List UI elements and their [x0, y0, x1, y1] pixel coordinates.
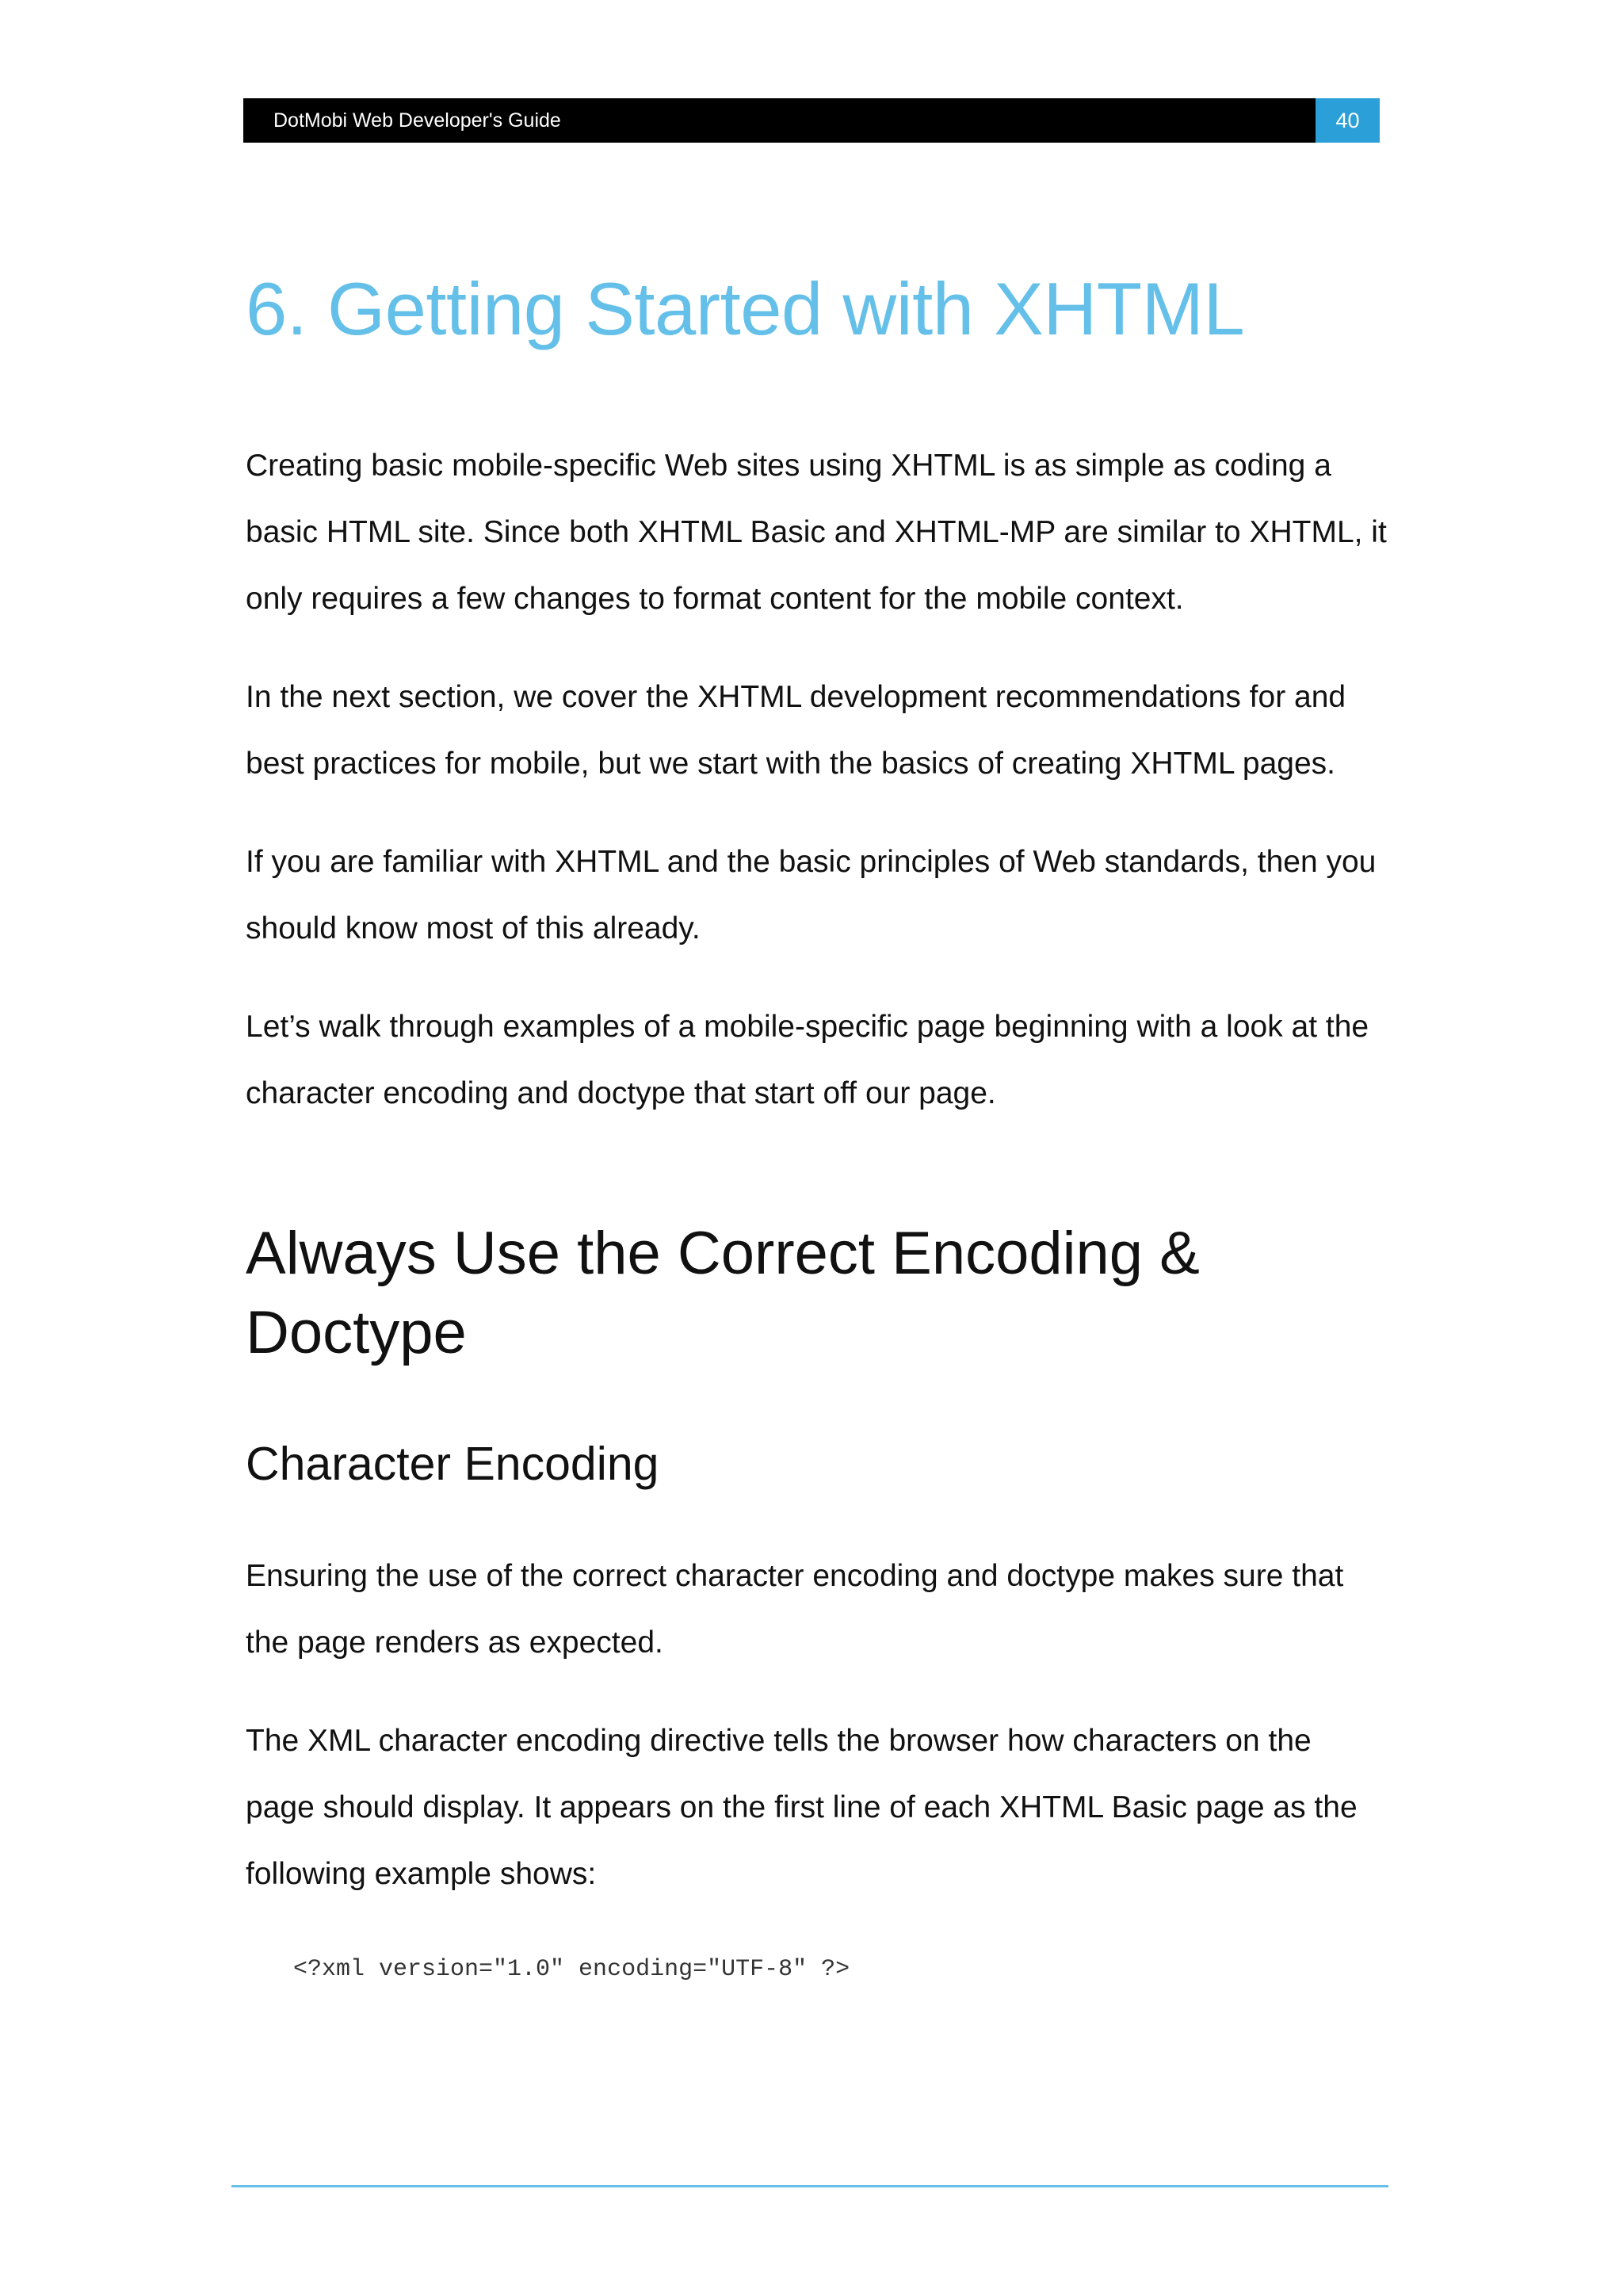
encoding-section [246, 1543, 1387, 1908]
intro-section [246, 433, 1387, 1127]
page-content [246, 262, 1387, 1985]
footer-divider [231, 2185, 1388, 2187]
running-header [243, 98, 1380, 143]
intro-paragraph-4: Let’s walk through examples of a mobile-specific page beginning with a look at the character encoding and doctype that start off our page. [246, 1010, 1369, 1110]
intro-paragraph-2: In the next section, we cover the XHTML development recommendations for and best practices for mobile, but we start with the basics of creating XHTML pages. [246, 680, 1346, 781]
chapter-title: 6. Getting Started with XHTML [246, 267, 1245, 350]
header-title: DotMobi Web Developer's Guide [273, 109, 561, 132]
encoding-paragraph-2: The XML character encoding directive tells the browser how characters on the page should display. It appears on the first line of each XHTML Basic page as the following example shows: [246, 1724, 1358, 1891]
section-heading: Always Use the Correct Encoding & Doctype [246, 1220, 1200, 1366]
code-example: <?xml version="1.0" encoding="UTF-8" ?> [293, 1956, 850, 1983]
encoding-paragraph-1: Ensuring the use of the correct character encoding and doctype makes sure that the page renders as expected. [246, 1559, 1344, 1660]
subsection-heading: Character Encoding [246, 1438, 659, 1490]
page-number: 40 [1316, 98, 1380, 143]
intro-paragraph-3: If you are familiar with XHTML and the basic principles of Web standards, then you should know most of this already. [246, 845, 1377, 946]
intro-paragraph-1: Creating basic mobile-specific Web sites using XHTML is as simple as coding a basic HTML site. Since both XHTML Basic and XHTML-MP are similar to XHTML, it only requires a few changes to format content for the mobile context. [246, 449, 1387, 616]
